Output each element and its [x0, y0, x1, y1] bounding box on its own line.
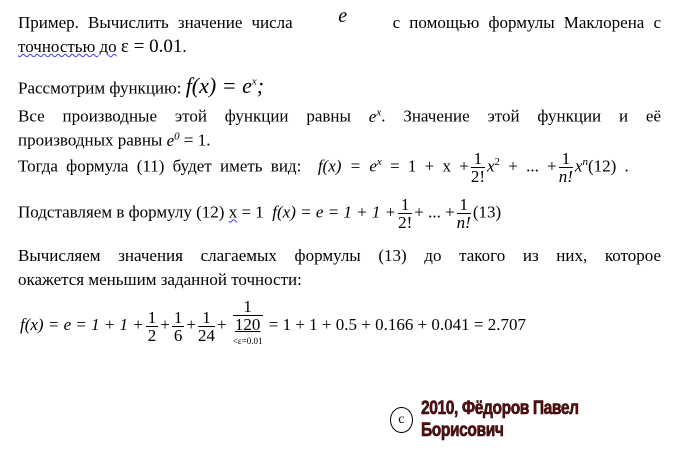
text: Пример. Вычислить значение числа — [18, 13, 293, 32]
text: x — [228, 202, 238, 222]
math: f(x) = e = 1 + 1 + — [20, 315, 144, 334]
fraction: $\frac{1}{2!}$ — [470, 149, 485, 186]
math-epsilon: ε = 0.01 — [120, 36, 183, 57]
text: Подставляем в формулу (12) — [18, 202, 225, 222]
copyright-signature — [390, 398, 678, 442]
paragraph-compute-2 — [18, 270, 302, 290]
fraction: $\frac{1}{24}$ — [197, 307, 215, 345]
fraction: $\frac{1}{n!}$ — [558, 149, 573, 186]
paragraph-derivatives-2 — [18, 126, 210, 151]
math: = 1 + x + — [390, 156, 469, 176]
text: Вычисляем значения слагаемых формулы (13) до такого из них, которое — [18, 246, 661, 265]
author-text: 2010, Фёдоров Павел Борисович — [420, 398, 579, 441]
paragraph-function — [18, 72, 264, 98]
paragraph-derivatives — [18, 102, 661, 127]
text: производных равны — [18, 130, 163, 150]
formula-result: f(x) = e = 1 + 1 + $\frac{1}{2}$ + $\frac{1}{6}$ + $\frac{1}{24}$ + 1 120 <ε=0.01 = 1 + 1 + 0.5 + 0.166 + 0.041 = 2.707 — [20, 298, 526, 350]
text: с помощью формулы Маклорена с — [392, 13, 662, 32]
text: точностью до — [18, 37, 117, 56]
text: Все производные этой функции равны — [18, 106, 351, 126]
paragraph-compute — [18, 246, 661, 266]
fraction: $\frac{1}{2}$ — [147, 307, 157, 345]
math: f(x) = e — [317, 156, 377, 176]
text: = 1. — [183, 130, 211, 150]
fraction: $\frac{1}{n!}$ — [456, 195, 471, 232]
math: f(x) = e = 1 + 1 + — [272, 202, 397, 222]
text: Рассмотрим функцию: — [18, 78, 182, 98]
math-e0: $e^0$ — [166, 130, 180, 150]
text: . — [182, 37, 187, 56]
math: = 1 + 1 + 0.5 + 0.166 + 0.041 = 2.707 — [268, 315, 527, 334]
math-ex: $e^x$ — [368, 106, 382, 126]
paragraph-precision — [18, 37, 187, 57]
paragraph-example — [18, 5, 662, 33]
text: окажется меньшим заданной точности: — [18, 270, 302, 289]
copyright-icon: c — [390, 407, 413, 433]
formula-13: Подставляем в формулу (12) x = 1 f(x) = e = 1 + 1 + $\frac{1}{2!}$ + ... + $\frac{1}{n!}$ (13) — [18, 195, 502, 232]
fraction: $\frac{1}{6}$ — [173, 307, 183, 345]
math-e: e — [338, 5, 348, 27]
fraction-underbrace: 1 120 <ε=0.01 — [232, 297, 263, 346]
text: Тогда формула (11) будет иметь вид: — [18, 156, 302, 176]
math-fx: $f(x) = e^x$; — [185, 73, 265, 99]
text: . Значение этой функции и её — [381, 106, 661, 126]
fraction: $\frac{1}{2!}$ — [398, 195, 413, 232]
formula-12: Тогда формула (11) будет иметь вид: $f(x) = e^x = 1 + x$ + $\frac{1}{2!}$ $x^2$ + ... + $\frac{1}{n!}$ $x^n(12)$ . — [18, 149, 629, 186]
text: = 1 — [241, 202, 264, 222]
